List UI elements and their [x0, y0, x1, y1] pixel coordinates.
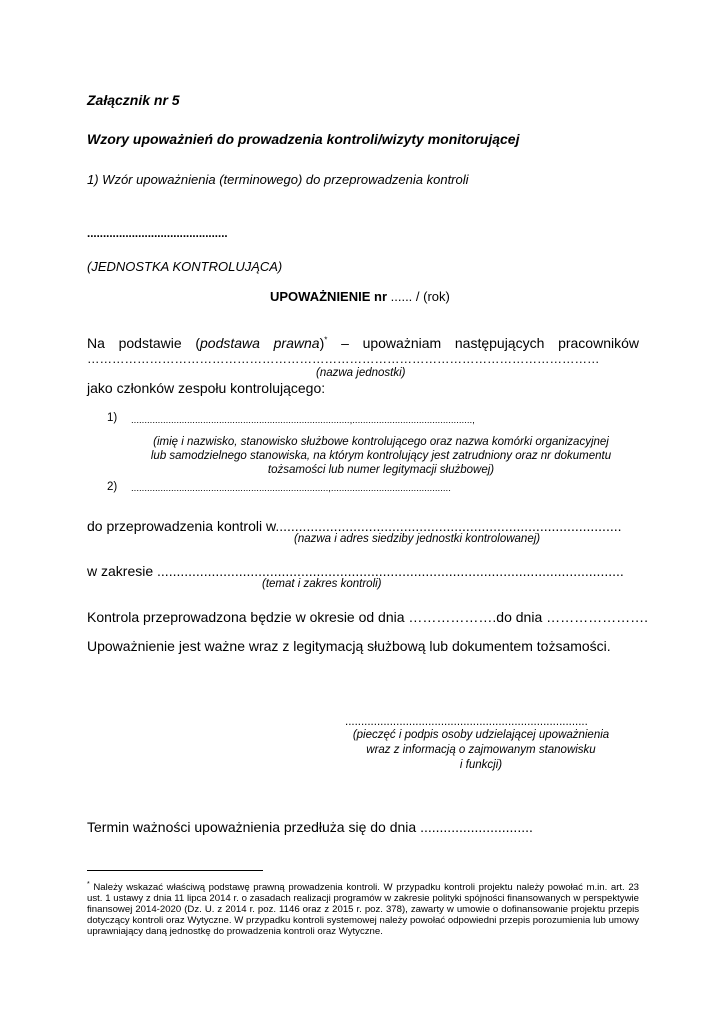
- legal-basis-paren-close: ): [319, 335, 325, 351]
- authorization-title-bold: UPOWAŻNIENIE nr: [270, 289, 388, 304]
- legal-basis-text-start: Na podstawie (: [87, 335, 201, 351]
- member-hint-line-1: (imię i nazwisko, stanowisko służbowe kontrolującego oraz nazwa komórki organizacyjnej: [153, 436, 609, 448]
- members-label: jako członków zespołu kontrolującego:: [87, 380, 326, 396]
- extension-line: Termin ważności upoważnienia przedłuża się do dnia .............................: [87, 819, 533, 835]
- footnote-text: Należy wskazać właściwą podstawę prawną prowadzenia kontroli. W przypadku kontroli projektu należy powołać m.in. art. 23 ust. 1 ustawy z dnia 11 lipca 2014 r. o zasadach realizacji programów w zakresie polityki spójności finansowanych w perspektywie finansowej 2014-2020 (Dz. U. z 2014 r. poz. 1146 oraz z 2015 r. poz. 378), zawarty w umowie o dofinansowanie projektu przepis dotyczący kontroli oraz Wytyczne. W przypadku kontroli systemowej należy powołać odpowiedni przepis porozumienia lub umowy uprawniający daną jednostkę do prowadzenia kontroli oraz Wytyczne.: [87, 882, 639, 938]
- unit-name-hint: (nazwa jednostki): [316, 367, 406, 379]
- control-target-line: do przeprowadzenia kontroli w.........................................................................................: [87, 518, 622, 534]
- unit-signature-dots: ............................................: [87, 228, 228, 240]
- annex-title: Załącznik nr 5: [87, 92, 180, 108]
- signature-dots: ............................................................................: [345, 716, 588, 728]
- signature-hint-line-3: i funkcji): [459, 759, 503, 771]
- footnote: [87, 879, 639, 937]
- member-2-dots: ..........................................................................,.............................................: [131, 483, 451, 494]
- signature-hint-line-1: (pieczęć i podpis osoby udzielającej upoważnienia: [352, 729, 610, 741]
- member-hint-line-2: lub samodzielnego stanowiska, na którym kontrolujący jest zatrudniony oraz nr dokumentu: [150, 450, 612, 462]
- member-1-dots: ..................................................................................,.............................................,: [131, 415, 475, 426]
- authorization-title: [270, 289, 450, 304]
- footnote-separator: [87, 870, 263, 871]
- controlling-unit-label: (JEDNOSTKA KONTROLUJĄCA): [87, 259, 283, 274]
- footnote-symbol: *: [87, 881, 90, 888]
- member-1-number: 1): [107, 412, 118, 424]
- legal-basis-placeholder: podstawa prawna: [200, 335, 320, 351]
- footnote-marker: *: [324, 335, 328, 345]
- legal-basis-text-end: – upoważniam następujących pracowników: [327, 335, 639, 351]
- control-scope-hint: (temat i zakres kontroli): [262, 578, 382, 590]
- control-target-hint: (nazwa i adres siedziby jednostki kontrolowanej): [294, 533, 541, 545]
- legal-basis-paragraph: [87, 335, 639, 351]
- control-period-line: Kontrola przeprowadzona będzie w okresie od dnia ……………….do dnia ………………….: [87, 609, 649, 625]
- document-heading: Wzory upoważnień do prowadzenia kontroli/wizyty monitorującej: [87, 131, 520, 147]
- member-hint-line-3: tożsamości lub numer legitymacji służbowej): [267, 464, 495, 476]
- member-2-number: 2): [107, 481, 118, 493]
- control-scope-line: w zakresie ........................................................................................................................: [87, 563, 624, 579]
- document-subheading: 1) Wzór upoważnienia (terminowego) do przeprowadzenia kontroli: [87, 172, 469, 187]
- authorization-title-number: ...... / (rok): [387, 289, 450, 304]
- signature-hint-line-2: wraz z informacją o zajmowanym stanowisku: [366, 744, 596, 756]
- validity-statement: Upoważnienie jest ważne wraz z legitymacją służbową lub dokumentem tożsamości.: [87, 638, 611, 654]
- unit-name-dots: ……………………………………………………………………………………………………………: [87, 352, 600, 366]
